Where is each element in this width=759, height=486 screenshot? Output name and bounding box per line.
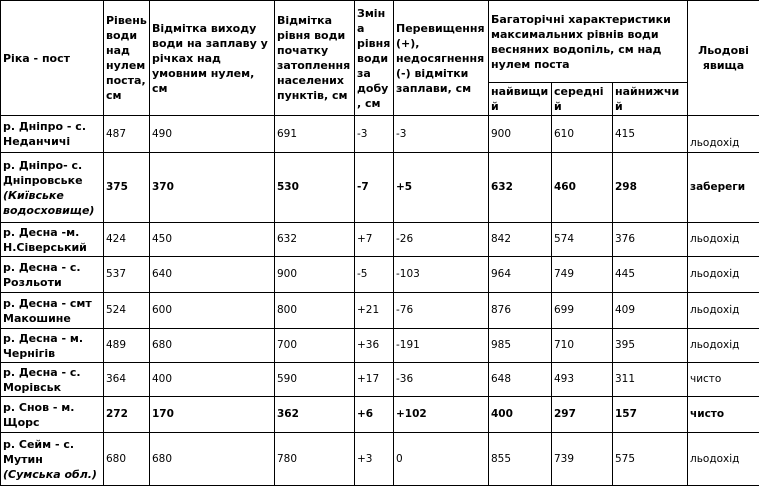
excess-cell: -76	[394, 293, 489, 329]
highest-cell: 400	[489, 397, 552, 433]
ice-cell: чисто	[688, 397, 759, 433]
excess-cell: +5	[394, 153, 489, 223]
daily-change-cell: +7	[355, 223, 394, 257]
table-row	[1, 257, 759, 293]
ice-cell: чисто	[688, 363, 759, 397]
average-cell: 610	[552, 116, 613, 153]
header-longterm: Багаторічні характеристики максимальних рівнів води весняних водопіль, см над нулем поста	[489, 1, 688, 83]
average-cell: 297	[552, 397, 613, 433]
daily-change-cell: +6	[355, 397, 394, 433]
average-cell: 574	[552, 223, 613, 257]
average-cell: 710	[552, 329, 613, 363]
daily-change-cell: -3	[355, 116, 394, 153]
ice-cell: льодохід	[688, 116, 759, 153]
highest-cell: 855	[489, 433, 552, 486]
daily-change-cell: -7	[355, 153, 394, 223]
lowest-cell: 415	[613, 116, 688, 153]
daily-change-cell: +3	[355, 433, 394, 486]
flood-start-cell: 632	[275, 223, 355, 257]
flood-start-cell: 590	[275, 363, 355, 397]
level-cell: 524	[104, 293, 150, 329]
average-cell: 739	[552, 433, 613, 486]
river-post-cell: р. Сейм - с. Мутин (Сумська обл.)	[1, 433, 104, 486]
excess-cell: 0	[394, 433, 489, 486]
excess-cell: -103	[394, 257, 489, 293]
table-row	[1, 223, 759, 257]
daily-change-cell: +36	[355, 329, 394, 363]
header-average: середній	[552, 83, 613, 116]
level-cell: 537	[104, 257, 150, 293]
level-cell: 487	[104, 116, 150, 153]
river-post-cell: р. Дніпро- с. Дніпровське (Київське водосховище)	[1, 153, 104, 223]
flood-start-cell: 780	[275, 433, 355, 486]
lowest-cell: 376	[613, 223, 688, 257]
level-cell: 375	[104, 153, 150, 223]
excess-cell: -26	[394, 223, 489, 257]
floodplain-cell: 600	[150, 293, 275, 329]
flood-start-cell: 800	[275, 293, 355, 329]
ice-cell: льодохід	[688, 223, 759, 257]
daily-change-cell: +17	[355, 363, 394, 397]
floodplain-cell: 370	[150, 153, 275, 223]
average-cell: 749	[552, 257, 613, 293]
daily-change-cell: -5	[355, 257, 394, 293]
level-cell: 489	[104, 329, 150, 363]
header-excess: Перевищення (+), недосягнення (-) відмітки заплави, см	[394, 1, 489, 116]
average-cell: 460	[552, 153, 613, 223]
ice-cell: льодохід	[688, 329, 759, 363]
river-post-cell: р. Дніпро - с. Неданчичі	[1, 116, 104, 153]
river-note: (Сумська обл.)	[3, 468, 97, 481]
header-daily-change: Зміна рівня води за добу, см	[355, 1, 394, 116]
highest-cell: 648	[489, 363, 552, 397]
header-flood-start: Відмітка рівня води початку затоплення населених пунктів, см	[275, 1, 355, 116]
excess-cell: +102	[394, 397, 489, 433]
header-level: Рівень води над нулем поста, см	[104, 1, 150, 116]
lowest-cell: 157	[613, 397, 688, 433]
river-post-cell: р. Десна - смт Макошине	[1, 293, 104, 329]
river-post-cell: р. Десна - с. Розльоти	[1, 257, 104, 293]
flood-start-cell: 900	[275, 257, 355, 293]
floodplain-cell: 680	[150, 433, 275, 486]
header-river-post: Ріка - пост	[1, 1, 104, 116]
flood-start-cell: 362	[275, 397, 355, 433]
level-cell: 424	[104, 223, 150, 257]
table-row	[1, 293, 759, 329]
river-post-cell: р. Десна - м. Чернігів	[1, 329, 104, 363]
highest-cell: 964	[489, 257, 552, 293]
flood-start-cell: 700	[275, 329, 355, 363]
highest-cell: 876	[489, 293, 552, 329]
ice-cell: забереги	[688, 153, 759, 223]
ice-cell: льодохід	[688, 293, 759, 329]
floodplain-cell: 170	[150, 397, 275, 433]
excess-cell: -3	[394, 116, 489, 153]
river-post-cell: р. Десна -м. Н.Сіверський	[1, 223, 104, 257]
table-row	[1, 329, 759, 363]
river-note: (Київське водосховище)	[3, 189, 94, 217]
table-row	[1, 397, 759, 433]
lowest-cell: 445	[613, 257, 688, 293]
lowest-cell: 298	[613, 153, 688, 223]
level-cell: 272	[104, 397, 150, 433]
lowest-cell: 395	[613, 329, 688, 363]
floodplain-cell: 400	[150, 363, 275, 397]
flood-start-cell: 691	[275, 116, 355, 153]
floodplain-cell: 450	[150, 223, 275, 257]
highest-cell: 842	[489, 223, 552, 257]
ice-cell: льодохід	[688, 257, 759, 293]
river-post-cell: р. Десна - с. Морівськ	[1, 363, 104, 397]
lowest-cell: 575	[613, 433, 688, 486]
header-ice: Льодові явища	[688, 1, 759, 116]
table-row	[1, 116, 759, 153]
floodplain-cell: 680	[150, 329, 275, 363]
floodplain-cell: 640	[150, 257, 275, 293]
header-highest: найвищий	[489, 83, 552, 116]
ice-cell: льодохід	[688, 433, 759, 486]
table-row	[1, 363, 759, 397]
level-cell: 680	[104, 433, 150, 486]
floodplain-cell: 490	[150, 116, 275, 153]
highest-cell: 632	[489, 153, 552, 223]
river-post-cell: р. Снов - м. Щорс	[1, 397, 104, 433]
excess-cell: -191	[394, 329, 489, 363]
table-row	[1, 153, 759, 223]
table-row	[1, 433, 759, 486]
header-row	[1, 1, 759, 83]
average-cell: 699	[552, 293, 613, 329]
header-lowest: найнижчий	[613, 83, 688, 116]
header-floodplain: Відмітка виходу води на заплаву у річках над умовним нулем, см	[150, 1, 275, 116]
average-cell: 493	[552, 363, 613, 397]
lowest-cell: 311	[613, 363, 688, 397]
daily-change-cell: +21	[355, 293, 394, 329]
level-cell: 364	[104, 363, 150, 397]
highest-cell: 900	[489, 116, 552, 153]
highest-cell: 985	[489, 329, 552, 363]
excess-cell: -36	[394, 363, 489, 397]
lowest-cell: 409	[613, 293, 688, 329]
flood-start-cell: 530	[275, 153, 355, 223]
